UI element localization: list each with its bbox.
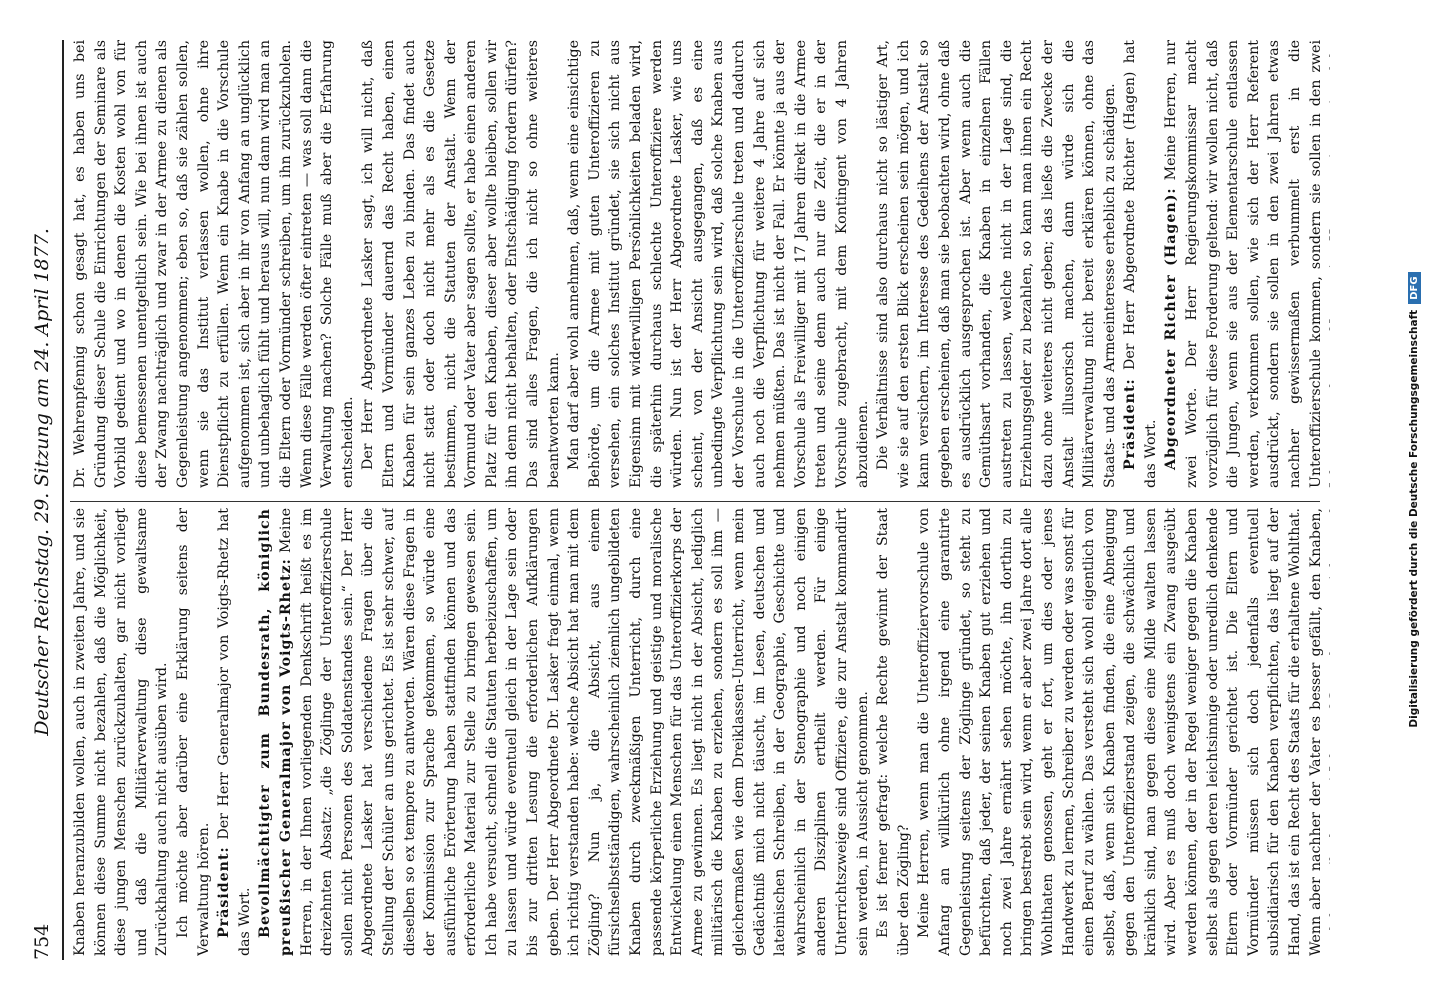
paragraph	[1120, 40, 1161, 488]
speech-text: Meine Herren, nur zwei Worte. Der Herr Regierungskommissar macht vorzüglich für diese Forderung geltend: wir wollen nicht, daß die Jungen, wenn sie aus der Elementarschule entlassen werden, verkommen sollen, wie sich der Herr Referent ausdrückt, sondern sie sollen in den zwei Jahren etwas nachher gewissermaßen verbummelt erst in die Unteroffizierschule kommen, sondern sie sollen in den zwei	[1163, 40, 1324, 488]
credit-text: Digitalisierung gefördert durch die Deutsche Forschungsgemeinschaft	[1408, 309, 1420, 728]
page-title: Deutscher Reichstag. 29. Sitzung am 24. April 1877.	[31, 228, 53, 736]
paragraph	[214, 508, 255, 956]
paragraph: Meine Herren, wenn man die Unteroffiziervorschule von Anfang an willkürlich ohne irgend eine garantirte Gegenleistung seitens der Zöglinge gründet, so steht zu befürchten, daß jeder, der seinen Knaben gut erziehen und noch zwei Jahre ernährt sehen möchte, ihn dorthin zu bringen bestrebt sein wird, wenn er aber zwei Jahre dort alle Wohlthaten genossen, geht er fort, um dies oder jenes Handwerk zu lernen, Schreiber zu werden oder was sonst für einen Beruf zu wählen. Das versteht sich wohl eigentlich von selbst, daß, wenn sich Knaben finden, die eine Abneigung gegen den Unteroffizierstand zeigen, die schwächlich und kränklich sind, man gegen diese eine Milde walten lassen wird. Aber es muß doch wenigstens ein Zwang ausgeübt werden können, der in der Regel weniger gegen die Knaben selbst als gegen deren leichtsinnige oder unredlich denkende Eltern oder Vormünder gerichtet ist. Die Eltern und Vormünder müssen sich doch jedenfalls eventuell subsidiarisch für den Knaben verpflichten, das liegt auf der Hand, das ist ein Recht des Staats für die erhaltene Wohlthat. Wenn aber nachher der Vater es besser gefällt, den Knaben,	[916, 508, 1324, 956]
speech-text: Der Herr Generalmajor von Voigts-Rhetz hat das Wort.	[216, 508, 253, 956]
column-divider	[70, 501, 1320, 502]
header-rule	[62, 40, 64, 960]
speaker-name: Bevollmächtigter zum Bundesrath, königlich preußischer Generalmajor von Voigts-Rhetz:	[257, 508, 294, 956]
paragraph: Der Herr Abgeordnete Lasker sagt, ich will nicht, daß Eltern und Vormünder dauernd das Recht haben, einen Knaben für sein ganzes Leben zu binden. Das findet auch nicht statt oder doch nicht mehr als es die Gesetze bestimmen, nicht die Statuten der Anstalt. Wenn der Vormund oder Vater aber sagen sollte, er habe einen anderen Platz für den Knaben, dieser aber wollte bleiben, sollen wir ihn denn nicht behalten, oder Entschädigung fordern dürfen? Das sind alles Fragen, die ich nicht so ohne weiteres beantworten kann.	[360, 40, 562, 488]
paragraph: Dr. Wehrenpfennig schon gesagt hat, es haben uns bei Gründung dieser Schule die Einrichtungen der Seminare als Vorbild gedient und wo in denen die Kosten wohl von für diese bemessenen unentgeltlich sein. Wie bei ihnen ist auch der Zwang nachträglich und zwar in der Armee zu dienen als Gegenleistung angenommen; eben so, daß sie zählen sollen, wenn sie das Institut verlassen wollen, ohne ihre Dienstpflicht zu erfüllen. Wenn ein Knabe in die Vorschule aufgenommen ist, sich aber in ihr von Anfang an unglücklich und unbehaglich fühlt und heraus will, nun dann wird man an die Eltern oder Vormünder schreiben, um ihn zurückzuholen. Wenn diese Fälle werden öfter eintreten — was soll dann die Verwaltung machen? Solche Fälle muß aber die Erfahrung entscheiden.	[72, 40, 356, 488]
text-column-left	[70, 508, 1330, 956]
paragraph: Es ist ferner gefragt: welche Rechte gewinnt der Staat über den Zögling?	[875, 508, 912, 956]
speaker-name: Abgeordneter Richter (Hagen):	[1163, 187, 1180, 470]
paragraph	[255, 508, 873, 956]
paragraph	[1161, 40, 1330, 488]
paragraph: Die Verhältnisse sind also durchaus nicht so lästiger Art, wie sie auf den ersten Blick erscheinen sein mögen, und ich kann versichern, im Interesse des Gedeihens der Anstalt so gegeben erscheinen, daß man sie beobachten wird, ohne daß es ausdrücklich ausgesprochen ist. Aber wenn auch die Gemüthsart vorhanden, die Knaben in einzelnen Fällen austreten zu lassen, welche nicht in der Lage sind, die Erziehungsgelder zu bezahlen, so kann man ihnen ein Recht dazu ohne weiteres nicht geben; das ließe die Zwecke der Anstalt illusorisch machen, dann würde sich die Militärverwaltung nicht bereit erklären können, ohne das Staats- und das Armeeinteresse erheblich zu schädigen.	[875, 40, 1118, 488]
speech-text: Meine Herren, in der Ihnen vorliegenden Denkschrift heißt es im dreizehnten Absatz: „die Zöglinge der Unteroffizierschule sollen nicht Personen des Soldatenstandes sein.“ Der Herr Abgeordnete Lasker hat verschiedene Fragen über die Stellung der Schüler an uns gerichtet. Es ist sehr schwer, auf dieselben so ex tempore zu antworten. Wären diese Fragen in der Kommission zur Sprache gekommen, so würde eine ausführliche Erörterung haben stattfinden können und das erforderliche Material zur Stelle zu bringen gewesen sein. Ich habe versucht, schnell die Statuten herbeizuschaffen, um zu lassen und würde eventuell gleich in der Lage sein oder bis zur dritten Lesung die erforderlichen Aufklärungen geben. Der Herr Abgeordnete Dr. Lasker fragt einmal, wenn ich richtig verstanden habe: welche Absicht hat man mit dem Zögling? Nun ja, die Absicht, aus einem fürsichselbstständigen, wahrscheinlich ziemlich ungebildeten Knaben durch zweckmäßigen Unterricht, durch eine passende körperliche Erziehung und geistige und moralische Entwickelung einen Menschen für das Unteroffizierkorps der Armee zu gewinnen. Es liegt nicht in der Absicht, lediglich militärisch die Knaben zu erziehen, sondern es soll ihm — gleichermaßen wie dem Dreiklassen-Unterricht, wenn mein Gedächtniß mich nicht täuscht, im Lesen, deutschen und lateinischen Schreiben, in der Geographie, Geschichte und wahrscheinlich in der Stenographie und noch einigen anderen Disziplinen ertheilt werden. Für einige Unterrichtszweige sind Offiziere, die zur Anstalt kommandirt sein werden, in Aussicht genommen.	[277, 508, 871, 956]
page-number: 754	[31, 923, 53, 960]
paragraph: Knaben heranzubilden wollen, auch in zweiten Jahre, und sie können diese Summe nicht bezahlen, daß die Möglichkeit, diese jungen Menschen zurückzuhalten, gar nicht vorliegt und daß die Militärverwaltung diese gewaltsame Zurückhaltung auch nicht ausüben wird.	[72, 508, 171, 956]
paragraph: Ich möchte aber darüber eine Erklärung seitens der Verwaltung hören.	[174, 508, 212, 956]
dfg-logo: DFG	[1408, 272, 1421, 303]
speaker-name: Präsident:	[216, 846, 233, 938]
digitization-credit	[1402, 30, 1426, 970]
text-column-right	[70, 40, 1330, 488]
speech-text: Der Herr Abgeordnete Richter (Hagen) hat das Wort.	[1122, 40, 1159, 488]
page-header	[22, 40, 62, 960]
speaker-name: Präsident:	[1122, 378, 1139, 470]
paragraph: Man darf aber wohl annehmen, daß, wenn eine einsichtige Behörde, um die Armee mit guten Unteroffizieren zu versehen, ein solches Institut gründet, sie sich nicht aus Eigensinn mit widerwilligen Persönlichkeiten beladen wird, die späterhin durchaus schlechte Unteroffiziere werden würden. Nun ist der Herr Abgeordnete Lasker, wie uns scheint, von der Ansicht ausgegangen, daß es eine unbedingte Verpflichtung sein wird, daß solche Knaben aus der Vorschule in die Unteroffizierschule treten und dadurch auch noch die Verpflichtung für weitere 4 Jahre auf sich nehmen müßten. Das ist nicht der Fall. Er könnte ja aus der Vorschule als Freiwilliger mit 17 Jahren direkt in die Armee treten und seine denn auch nur die Zeit, die er in der Vorschule zugebracht, mit dem Kontingent von 4 Jahren abzudienen.	[566, 40, 871, 488]
